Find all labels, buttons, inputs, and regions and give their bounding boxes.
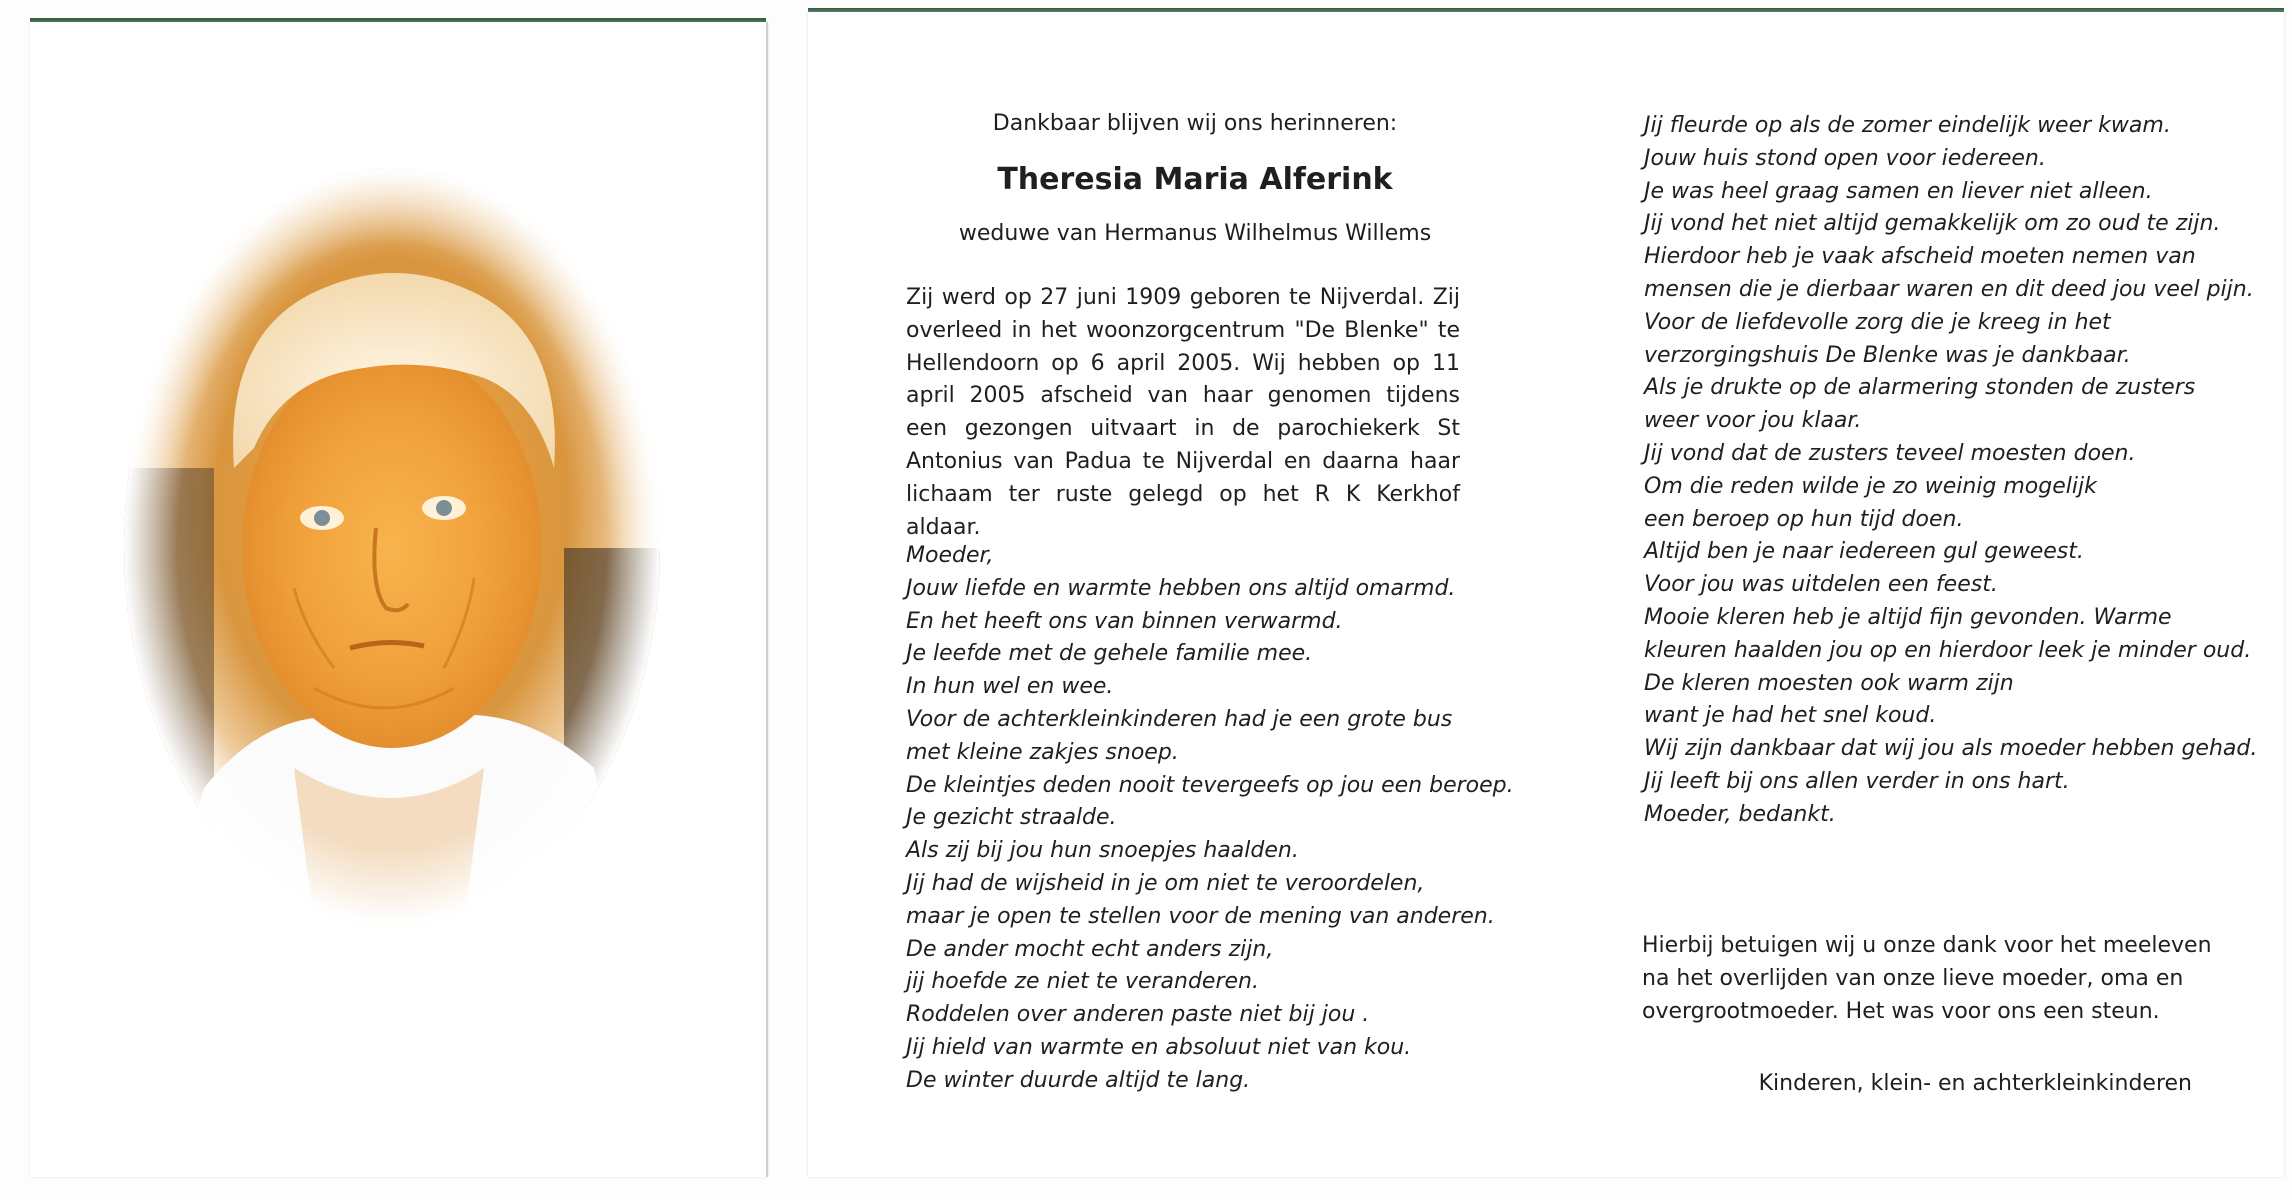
thanks-line: overgrootmoeder. Het was voor ons een steun. [1642,998,2160,1024]
poem-line: In hun wel en wee. [906,674,1114,700]
deceased-name: Theresia Maria Alferink [997,162,1393,197]
poem-line: Als je drukte op de alarmering stonden de zusters [1644,375,2196,401]
poem-line: Als zij bij jou hun snoepjes haalden. [906,838,1299,864]
poem-line: Voor de achterkleinkinderen had je een grote bus [906,706,1453,732]
poem-line: jij hoefde ze niet te veranderen. [906,969,1259,995]
poem-line: Voor jou was uitdelen een feest. [1644,572,1998,598]
poem-line: met kleine zakjes snoep. [906,739,1179,765]
poem-line: want je had het snel koud. [1644,703,1937,729]
poem-line: een beroep op hun tijd doen. [1644,506,1964,532]
poem-line: verzorgingshuis De Blenke was je dankbaar. [1644,342,2131,368]
poem-line: De winter duurde altijd te lang. [906,1067,1251,1093]
thanks-paragraph [1642,930,2242,1028]
biography-paragraph [906,282,1460,544]
poem-line: Moeder, bedankt. [1644,801,1836,827]
poem-line: Jij had de wijsheid in je om niet te veroordelen, [906,870,1425,896]
poem-line: Voor de liefdevolle zorg die je kreeg in het [1644,309,2111,335]
widow-line: weduwe van Hermanus Wilhelmus Willems [958,221,1432,246]
poem-line: De ander mocht echt anders zijn, [906,936,1274,962]
portrait-photo [124,168,660,924]
poem-line: De kleintjes deden nooit tevergeefs op jou een beroep. [906,772,1514,798]
poem-line: Jouw huis stond open voor iedereen. [1644,145,2046,171]
poem-line: Jij fleurde op als de zomer eindelijk weer kwam. [1644,113,2171,138]
thanks-line: na het overlijden van onze lieve moeder, oma en [1642,965,2184,991]
poem-line: Jij vond dat de zusters teveel moesten doen. [1644,440,2136,466]
poem-line: Wij zijn dankbaar dat wij jou als moeder hebben gehad. [1644,736,2258,762]
poem-line: De kleren moesten ook warm zijn [1644,670,2014,696]
thanks-line: Hierbij betuigen wij u onze dank voor het meeleven [1642,933,2212,958]
poem-line: mensen die je dierbaar waren en dit deed jou veel pijn. [1644,276,2254,302]
poem-line: Jij leeft bij ons allen verder in ons hart. [1644,768,2070,794]
poem-line: kleuren haalden jou op en hierdoor leek je minder oud. [1644,637,2252,663]
poem-line: Moeder, [906,543,994,568]
poem-line: maar je open te stellen voor de mening van anderen. [906,903,1495,929]
poem-line: Je leefde met de gehele familie mee. [906,641,1313,667]
poem-line: Altijd ben je naar iedereen gul geweest. [1644,539,2084,565]
poem-line: weer voor jou klaar. [1644,408,1862,434]
poem-line: Je gezicht straalde. [906,805,1117,831]
biography-text: Zij werd op 27 juni 1909 geboren te Nijverdal. Zij overleed in het woonzorgcentrum "De Blenke" te Hellendoorn op 6 april 2005. Wij hebben op 11 april 2005 afscheid van haar genomen tijdens een gezongen uitvaart in de parochiekerk St Antonius van Padua te Nijverdal en daarna haar lichaam ter ruste gelegd op het R K Kerkhof aldaar. [906,285,1460,540]
poem-left-column [906,540,1514,1098]
poem-line: Hierdoor heb je vaak afscheid moeten nemen van [1644,244,2196,270]
poem-line: Jouw liefde en warmte hebben ons altijd omarmd. [906,575,1456,601]
poem-line: Mooie kleren heb je altijd fijn gevonden. Warme [1644,604,2172,630]
poem-right-column [1644,110,2258,832]
poem-line: En het heeft ons van binnen verwarmd. [906,608,1343,634]
poem-line: Roddelen over anderen paste niet bij jou . [906,1002,1370,1028]
poem-line: Om die reden wilde je zo weinig mogelijk [1644,473,2097,499]
poem-line: Jij vond het niet altijd gemakkelijk om zo oud te zijn. [1644,211,2221,237]
poem-line: Jij hield van warmte en absoluut niet van kou. [906,1034,1412,1060]
intro-line: Dankbaar blijven wij ons herinneren: [992,111,1398,136]
poem-line: Je was heel graag samen en liever niet alleen. [1644,178,2153,204]
family-signature: Kinderen, klein- en achterkleinkinderen [1758,1071,2192,1096]
